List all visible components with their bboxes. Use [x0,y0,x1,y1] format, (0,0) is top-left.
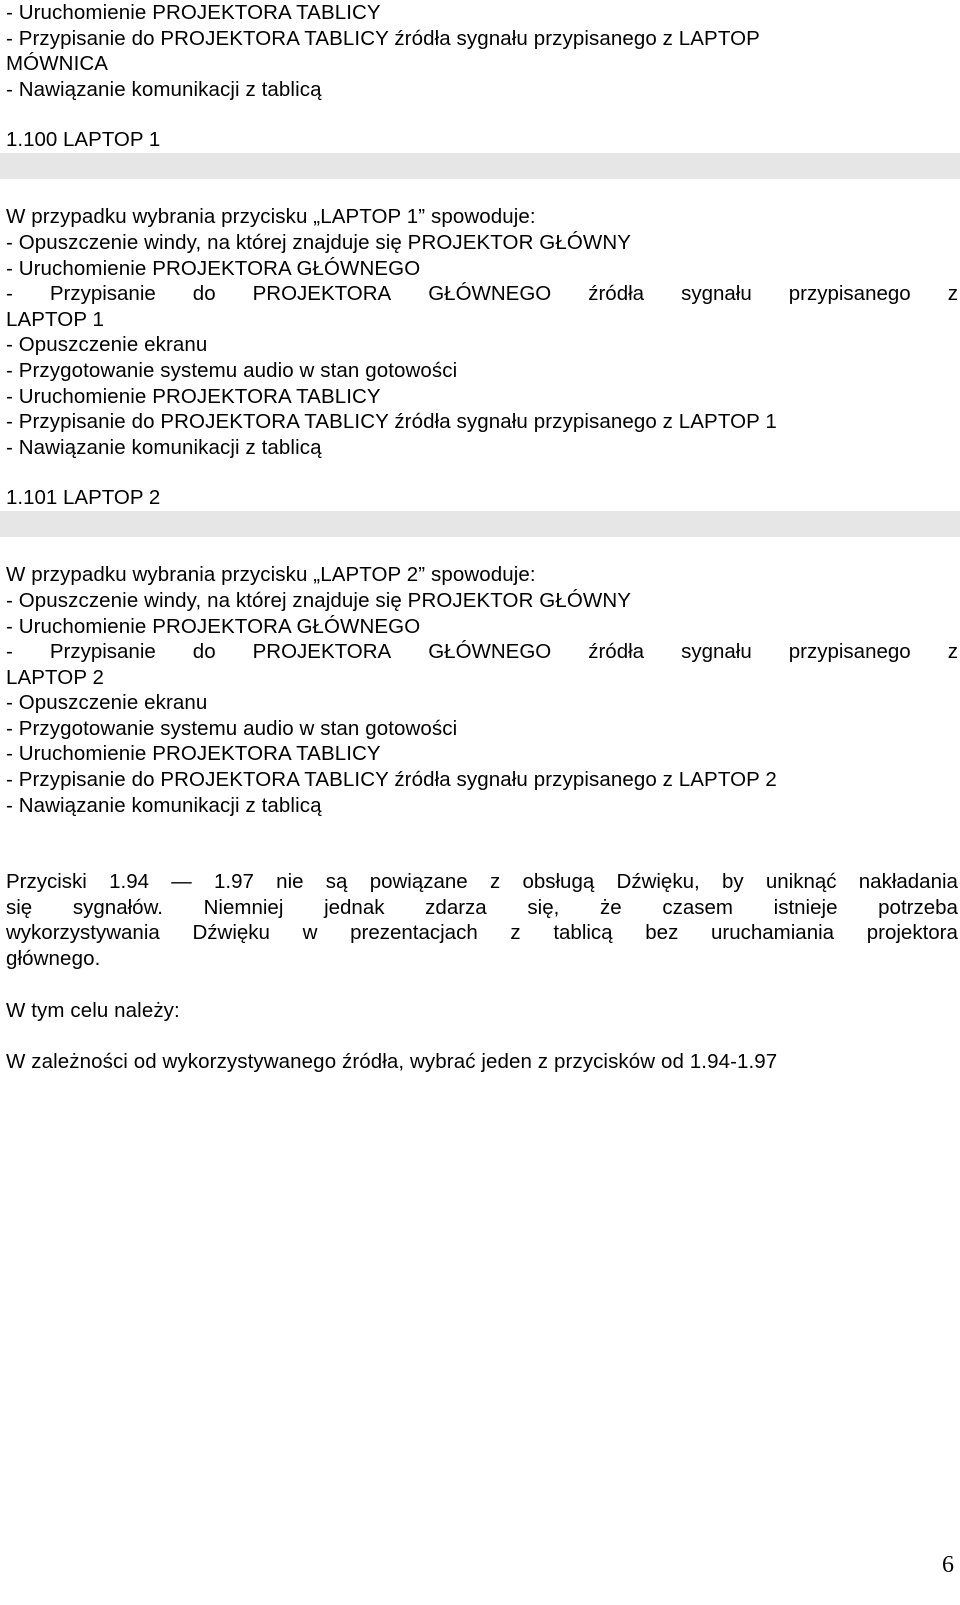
instruction-text: W tym celu należy: [6,998,180,1022]
list-item: - Nawiązanie komunikacji z tablicą [6,435,322,459]
section-body-laptop-1 [6,204,958,460]
note-line-last: głównego. [6,947,101,971]
intro-line: W przypadku wybrania przycisku „LAPTOP 1” spowoduje: [6,205,536,229]
spacer [6,972,948,998]
final-instruction: W zależności od wykorzystywanego źródła, wybrać jeden z przycisków od 1.94-1.97 [6,1050,778,1074]
list-item: - Przygotowanie systemu audio w stan gotowości [6,358,458,382]
note-line: wykorzystywania Dźwięku w prezentacjach z tablicą bez uruchamiania projektora [6,921,958,945]
list-item: - Przypisanie do PROJEKTORA TABLICY źródła sygnału przypisanego z LAPTOP [6,26,760,50]
list-item: - Opuszczenie windy, na której znajduje się PROJEKTOR GŁÓWNY [6,588,632,612]
list-item-continuation: LAPTOP 2 [6,665,105,689]
list-item: - Uruchomienie PROJEKTORA GŁÓWNEGO [6,614,421,638]
note-line: się sygnałów. Niemniej jednak zdarza się, że czasem istnieje potrzeba [6,895,958,919]
justified-list-item: - Przypisanie do PROJEKTORA GŁÓWNEGO źródła sygnału przypisanego z [6,640,958,664]
spacer [6,1023,948,1049]
list-item: - Przypisanie do PROJEKTORA TABLICY źródła sygnału przypisanego z LAPTOP 1 [6,410,777,434]
section-divider [0,511,960,537]
section-heading-laptop-1: 1.100 LAPTOP 1 [6,128,161,152]
section-divider [0,153,960,179]
justified-list-item: - Przypisanie do PROJEKTORA GŁÓWNEGO źródła sygnału przypisanego z [6,282,958,306]
list-item: MÓWNICA [6,52,109,76]
top-list [6,0,948,102]
list-item: - Nawiązanie komunikacji z tablicą [6,77,322,101]
list-item: - Uruchomienie PROJEKTORA TABLICY [6,742,381,766]
list-item: - Uruchomienie PROJEKTORA TABLICY [6,384,381,408]
list-item-continuation: LAPTOP 1 [6,307,105,331]
list-item: - Opuszczenie ekranu [6,333,208,357]
section-heading-laptop-2: 1.101 LAPTOP 2 [6,486,161,510]
list-item: - Uruchomienie PROJEKTORA TABLICY [6,1,381,24]
list-item: - Uruchomienie PROJEKTORA GŁÓWNEGO [6,256,421,280]
note-line: Przyciski 1.94 — 1.97 nie są powiązane z obsługą Dźwięku, by uniknąć nakładania [6,870,958,894]
list-item: - Nawiązanie komunikacji z tablicą [6,793,322,817]
note-paragraph [6,869,958,971]
list-item: - Opuszczenie windy, na której znajduje się PROJEKTOR GŁÓWNY [6,230,632,254]
section-body-laptop-2 [6,562,958,818]
intro-line: W przypadku wybrania przycisku „LAPTOP 2” spowoduje: [6,563,536,587]
page-number: 6 [942,1552,954,1578]
list-item: - Opuszczenie ekranu [6,691,208,715]
document-page [6,0,958,1075]
spacer [6,818,948,869]
list-item: - Przygotowanie systemu audio w stan gotowości [6,716,458,740]
list-item: - Przypisanie do PROJEKTORA TABLICY źródła sygnału przypisanego z LAPTOP 2 [6,768,777,792]
